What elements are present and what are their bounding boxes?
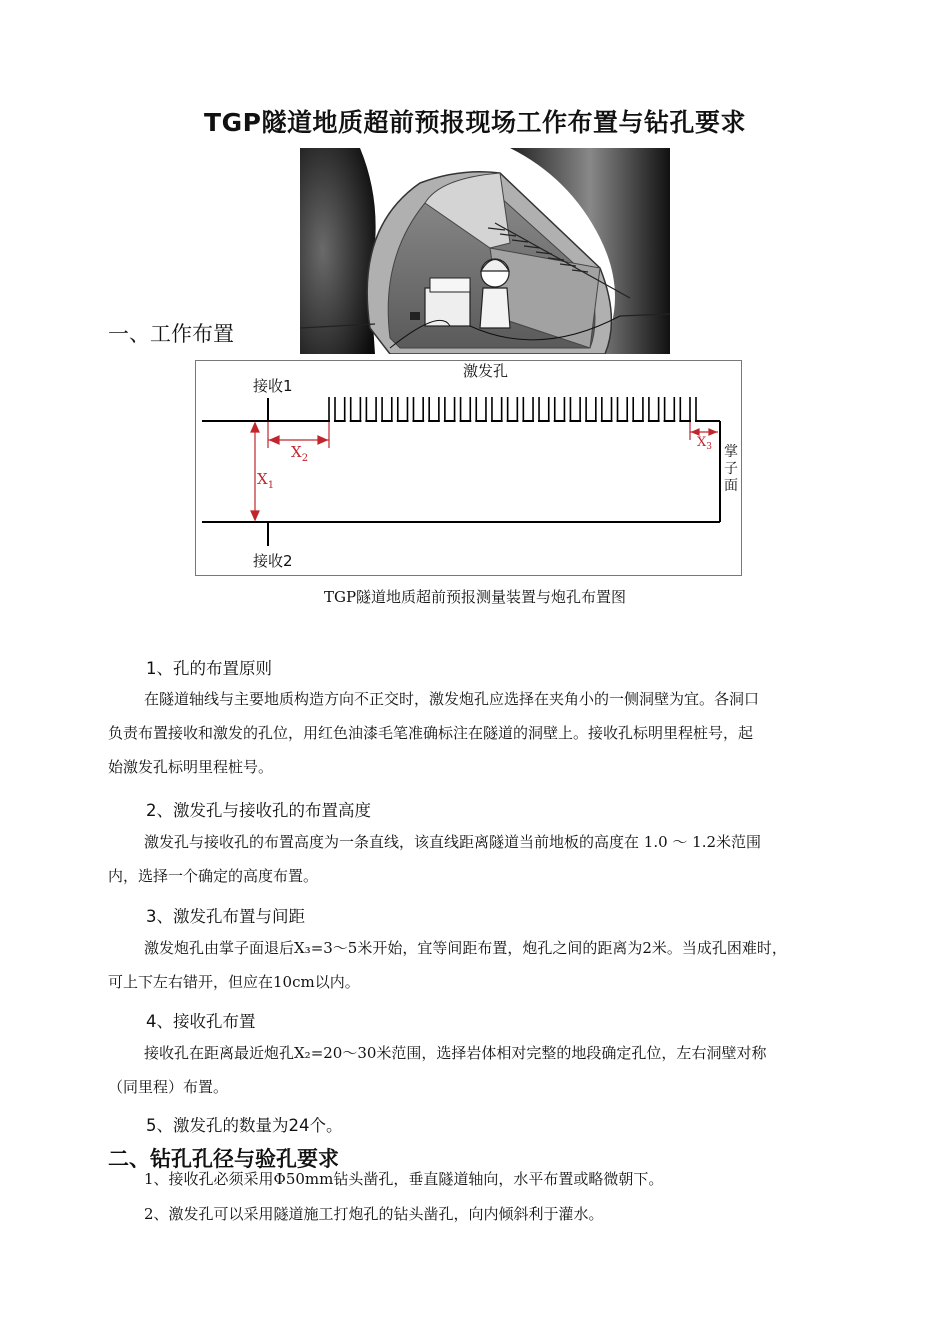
item1-heading: 1、孔的布置原则 [146, 659, 272, 678]
item1-body [108, 682, 848, 784]
figure-caption: TGP隧道地质超前预报测量装置与炮孔布置图 [323, 588, 627, 606]
section2-line2: 2、激发孔可以采用隧道施工打炮孔的钻头凿孔，向内倾斜利于灌水。 [144, 1205, 604, 1223]
item1-line1: 在隧道轴线与主要地质构造方向不正交时，激发炮孔应选择在夹角小的一侧洞壁为宜。各洞口 [144, 690, 760, 708]
face-label-3: 面 [724, 478, 738, 494]
section2-line1: 1、接收孔必须采用Φ50mm钻头凿孔，垂直隧道轴向，水平布置或略微朝下。 [144, 1170, 664, 1188]
receiver1-label: 接收1 [253, 377, 293, 395]
item2-body [108, 825, 848, 893]
item4-line2: （同里程）布置。 [108, 1078, 229, 1096]
item1-line3: 始激发孔标明里程桩号。 [108, 758, 274, 776]
item4-heading: 4、接收孔布置 [146, 1012, 256, 1031]
item3-heading: 3、激发孔布置与间距 [146, 907, 305, 926]
section1-heading: 一、工作布置 [108, 322, 234, 346]
item2-heading: 2、激发孔与接收孔的布置高度 [146, 801, 371, 820]
tunnel-illustration [300, 148, 670, 354]
item5-heading: 5、激发孔的数量为24个。 [146, 1116, 343, 1135]
page-title: TGP隧道地质超前预报现场工作布置与钻孔要求 [204, 108, 746, 137]
face-label-1: 掌 [724, 444, 738, 460]
item4-body [108, 1036, 848, 1104]
layout-diagram [195, 360, 742, 576]
item3-line1: 激发炮孔由掌子面退后X₃=3～5米开始，宜等间距布置，炮孔之间的距离为2米。当成孔困难时， [144, 939, 787, 957]
x1-label: $X_1$ [257, 470, 275, 491]
item1-line2: 负责布置接收和激发的孔位，用红色油漆毛笔准确标注在隧道的洞壁上。接收孔标明里程桩号，起 [108, 724, 754, 742]
receiver2-label: 接收2 [253, 552, 293, 570]
item2-line1: 激发孔与接收孔的布置高度为一条直线，该直线距离隧道当前地板的高度在 1.0 ～ 1.2米范围 [144, 833, 762, 851]
x2-label: $X_2$ [291, 443, 309, 464]
rock-left [300, 148, 376, 354]
x3-label: $X_3$ [697, 435, 712, 452]
item3-line2: 可上下左右错开，但应在10cm以内。 [108, 973, 360, 991]
item3-body [108, 931, 848, 999]
shot-holes-label: 激发孔 [463, 362, 509, 380]
item4-line1: 接收孔在距离最近炮孔X₂=20～30米范围，选择岩体相对完整的地段确定孔位，左右洞壁对称 [144, 1044, 767, 1062]
section2-heading: 二、钻孔孔径与验孔要求 [108, 1147, 339, 1171]
item2-line2: 内，选择一个确定的高度布置。 [108, 867, 319, 885]
face-label-2: 子 [724, 461, 738, 477]
